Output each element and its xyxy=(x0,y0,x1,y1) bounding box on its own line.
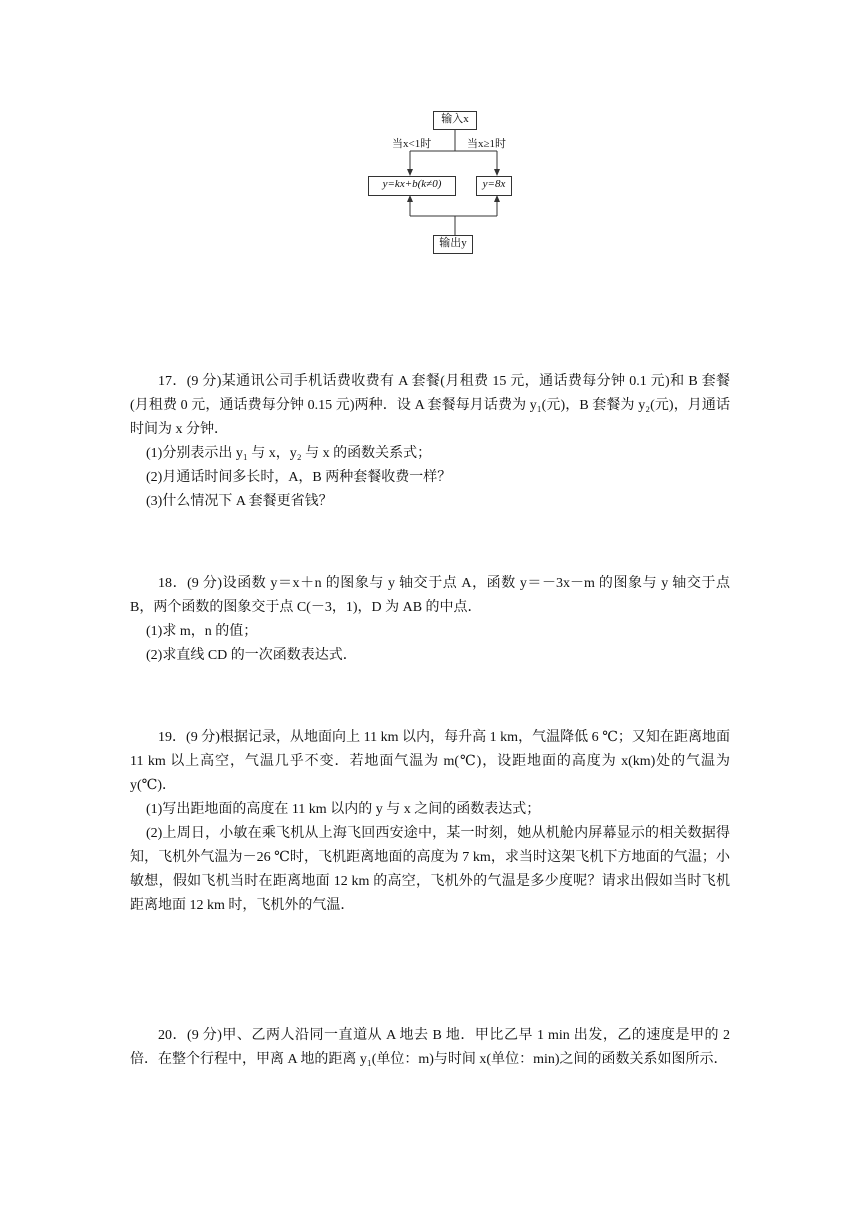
output-label: 输出y xyxy=(439,237,467,249)
question-19 xyxy=(130,726,730,918)
question-20-text: 20．(9 分)甲、乙两人沿同一直道从 A 地去 B 地．甲比乙早 1 min 出发，乙的速度是甲的 2 倍．在整个行程中，甲离 A 地的距离 y₁(单位：m)与时间 x(单位：min)之间的函数关系如图所示． xyxy=(130,1028,730,1067)
input-box xyxy=(433,111,477,130)
question-18-part-2: (2)求直线 CD 的一次函数表达式． xyxy=(146,648,357,663)
question-19-text: 19．(9 分)根据记录，从地面向上 11 km 以内，每升高 1 km，气温降低 6 ℃；又知在距离地面 11 km 以上高空，气温几乎不变．若地面气温为 m(℃)，设距地面的高度为 x(km)处的气温为 y(℃)． xyxy=(130,730,730,793)
left-formula-box xyxy=(368,176,456,196)
question-17 xyxy=(130,370,730,514)
question-17-part-2: (2)月通话时间多长时，A，B 两种套餐收费一样？ xyxy=(146,470,452,485)
left-formula: y=kx+b(k≠0) xyxy=(382,178,442,190)
question-17-text: 17．(9 分)某通讯公司手机话费收费有 A 套餐(月租费 15 元，通话费每分钟 0.1 元)和 B 套餐(月租费 0 元，通话费每分钟 0.15 元)两种．设 A 套餐每月话费为 y₁(元)，B 套餐为 y₂(元)，月通话时间为 x 分钟． xyxy=(130,374,730,437)
right-condition-label: 当x≥1时 xyxy=(467,138,507,150)
flowchart xyxy=(360,104,540,260)
question-18 xyxy=(130,572,730,668)
input-label: 输入x xyxy=(441,113,469,125)
question-18-part-1: (1)求 m，n 的值； xyxy=(146,624,258,639)
output-box xyxy=(433,235,473,254)
right-formula: y=8x xyxy=(482,178,506,190)
question-20 xyxy=(130,1024,730,1072)
question-17-part-1: (1)分别表示出 y₁ 与 x，y₂ 与 x 的函数关系式； xyxy=(146,446,432,461)
right-formula-box xyxy=(476,176,512,196)
left-condition-label: 当x<1时 xyxy=(392,138,432,150)
question-17-part-3: (3)什么情况下 A 套餐更省钱？ xyxy=(146,494,333,509)
question-19-part-1: (1)写出距地面的高度在 11 km 以内的 y 与 x 之间的函数表达式； xyxy=(146,802,541,817)
question-list xyxy=(130,370,730,1072)
question-18-text: 18．(9 分)设函数 y＝x＋n 的图象与 y 轴交于点 A，函数 y＝－3x－m 的图象与 y 轴交于点 B，两个函数的图象交于点 C(－3，1)，D 为 AB 的中点． xyxy=(130,576,730,615)
question-19-part-2: (2)上周日，小敏在乘飞机从上海飞回西安途中，某一时刻，她从机舱内屏幕显示的相关数据得知，飞机外气温为－26 ℃时，飞机距离地面的高度为 7 km，求当时这架飞机下方地面的气温；小敏想，假如飞机当时在距离地面 12 km 的高空，飞机外的气温是多少度呢？请求出假如当时飞机距离地面 12 km 时，飞机外的气温． xyxy=(130,826,730,913)
